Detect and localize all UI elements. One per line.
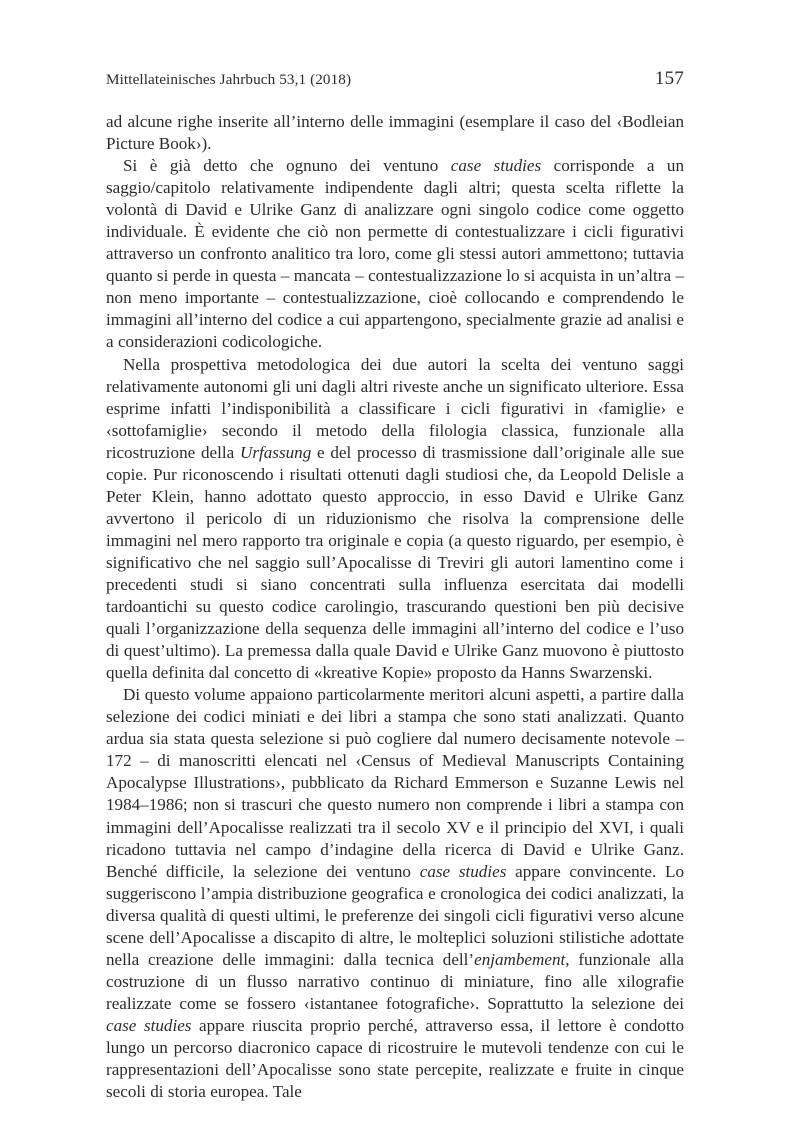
paragraph-2: Si è già detto che ognuno dei ventuno case studies corrisponde a un saggio/capitolo relativamente indipendente dagli altri; questa scelta riflette la volontà di David e Ulrike Ganz di analizzare ogni singolo codice come oggetto individuale. È evidente che ciò non permette di contestualizzare i cicli figurativi attraverso un confronto analitico tra loro, come gli stessi autori ammettono; tuttavia quanto si perde in questa – mancata – contestualizzazione lo si acquista in un’altra – non meno importante – contestualizzazione, cioè collocando e comprendendo le immagini all’interno del codice a cui appartengono, specialmente grazie ad analisi e a considerazioni codicologiche. <box>106 156 685 352</box>
running-head <box>106 68 684 90</box>
body-text-block <box>106 111 684 1103</box>
page-number: 157 <box>654 68 684 89</box>
paragraph-1: ad alcune righe inserite all’interno delle immagini (esemplare il caso del ‹Bodleian Picture Book›). <box>106 112 684 154</box>
journal-title: Mittellateinisches Jahrbuch 53,1 (2018) <box>106 71 352 88</box>
paragraph-4: Di questo volume appaiono particolarmente meritori alcuni aspetti, a partire dalla selezione dei codici miniati e dei libri a stampa che sono stati analizzati. Quanto ardua sia stata questa selezione si può cogliere dal numero decisamente notevole – 172 – di manoscritti elencati nel ‹Census of Medieval Manuscripts Containing Apocalypse Illustrations›, pubblicato da Richard Emmerson e Suzanne Lewis nel 1984–1986; non si trascuri che questo numero non comprende i libri a stampa con immagini dell’Apocalisse realizzati tra il secolo XV e il principio del XVI, i quali ricadono tuttavia nel campo d’indagine della ricerca di David e Ulrike Ganz. Benché difficile, la selezione dei ventuno case studies appare convincente. Lo suggeriscono l’ampia distribuzione geografica e cronologica dei codici analizzati, la diversa qualità di questi ultimi, le preferenze dei singoli cicli figurativi verso alcune scene dell’Apocalisse a discapito di altre, le molteplici soluzioni stilistiche adottate nella creazione delle immagini: dalla tecnica dell’enjambement, funzionale alla costruzione di un flusso narrativo continuo di miniature, fino alle xilografie realizzate come se fossero ‹istantanee fotografiche›. Soprattutto la selezione dei case studies appare riuscita proprio perché, attraverso essa, il lettore è condotto lungo un percorso diacronico capace di ricostruire le mutevoli tendenze con cui le rappresentazioni dell’Apocalisse sono state percepite, realizzate e fruite in cinque secoli di storia europea. Tale <box>106 685 685 1102</box>
paragraph-3: Nella prospettiva metodologica dei due autori la scelta dei ventuno saggi relativamente autonomi gli uni dagli altri riveste anche un significato ulteriore. Essa esprime infatti l’indisponibilità a classificare i cicli figurativi in ‹famiglie› e ‹sottofamiglie› secondo il metodo della filologia classica, funzionale alla ricostruzione della Urfassung e del processo di trasmissione dall’originale alle sue copie. Pur riconoscendo i risultati ottenuti dagli studiosi che, da Leopold Delisle a Peter Klein, hanno adottato questo approccio, in esso David e Ulrike Ganz avvertono il pericolo di un riduzionismo che risolva la comprensione delle immagini nel mero rapporto tra originale e copia (a questo riguardo, per esempio, è significativo che nel saggio sull’Apocalisse di Treviri gli autori lamentino come i precedenti studi si siano concentrati sulla influenza esercitata dai modelli tardoantichi su questo codice carolingio, trascurando questioni ben più decisive quali l’organizzazione della sequenza delle immagini all’interno del codice e l’uso di quest’ultimo). La premessa dalla quale David e Ulrike Ganz muovono è piuttosto quella definita dal concetto di «kreative Kopie» proposto da Hanns Swarzenski. <box>106 354 684 683</box>
